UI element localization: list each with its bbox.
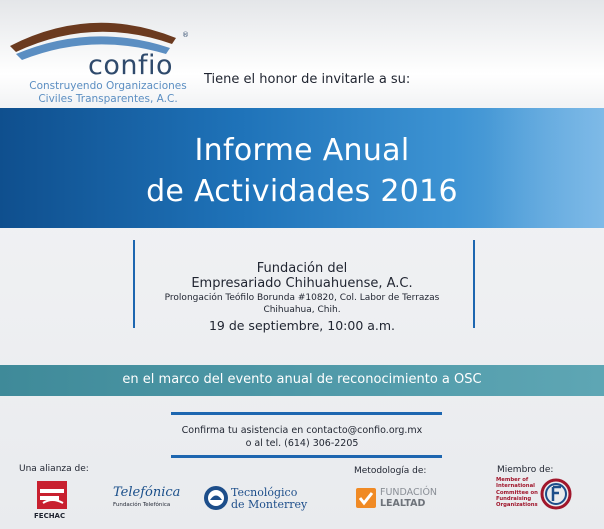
tagline-line-1: Construyendo Organizaciones bbox=[29, 80, 187, 92]
venue-name-line-1: Fundación del bbox=[256, 261, 348, 276]
tec-monterrey-seal-icon bbox=[203, 485, 229, 511]
tagline-line-2: Civiles Transparentes, A.C. bbox=[38, 93, 178, 105]
fechac-label: FECHAC bbox=[34, 512, 66, 520]
event-context-text: en el marco del evento anual de reconocimiento a OSC bbox=[122, 372, 482, 387]
logo-tagline bbox=[18, 80, 198, 106]
confirm-top-divider bbox=[171, 412, 442, 415]
confirm-bottom-divider bbox=[171, 455, 442, 458]
telefonica-logo: Telefónica bbox=[113, 485, 181, 500]
event-date: 19 de septiembre, 10:00 a.m. bbox=[208, 318, 396, 333]
logo-wordmark: confio bbox=[88, 50, 174, 81]
icfo-logo-icon bbox=[540, 478, 572, 510]
venue-name-line-2: Empresariado Chihuahuense, A.C. bbox=[191, 276, 413, 291]
event-title-line-1: Informe Anual bbox=[194, 133, 410, 168]
venue-address-line-1: Prolongación Teófilo Borunda #10820, Col. Labor de Terrazas bbox=[164, 293, 440, 303]
confio-logo bbox=[6, 10, 196, 105]
lealtad-line-1: FUNDACIÓN bbox=[380, 487, 438, 498]
lealtad-line-2: LEALTAD bbox=[380, 498, 426, 509]
telefonica-subtitle: Fundación Telefónica bbox=[113, 502, 171, 508]
lealtad-check-icon bbox=[355, 487, 377, 509]
venue-address-line-2: Chihuahua, Chih. bbox=[263, 305, 341, 315]
tec-line-1: Tecnológico bbox=[231, 486, 298, 499]
alliance-label: Una alianza de: bbox=[19, 464, 89, 474]
member-label: Miembro de: bbox=[497, 465, 554, 475]
tec-line-2: de Monterrey bbox=[231, 498, 308, 511]
methodology-label: Metodología de: bbox=[354, 466, 427, 476]
registered-mark: ® bbox=[182, 31, 189, 39]
title-band-highlight bbox=[486, 108, 604, 228]
event-title-line-2: de Actividades 2016 bbox=[146, 174, 458, 209]
rsvp-phone-line: o al tel. (614) 306-2205 bbox=[245, 438, 359, 449]
rsvp-email-line[interactable]: Confirma tu asistencia en contacto@confio.org.mx bbox=[181, 425, 423, 436]
icfo-member-text: Member of International Committee on Fundraising Organizations bbox=[496, 477, 538, 509]
invitation-text: Tiene el honor de invitarle a su: bbox=[204, 72, 411, 87]
